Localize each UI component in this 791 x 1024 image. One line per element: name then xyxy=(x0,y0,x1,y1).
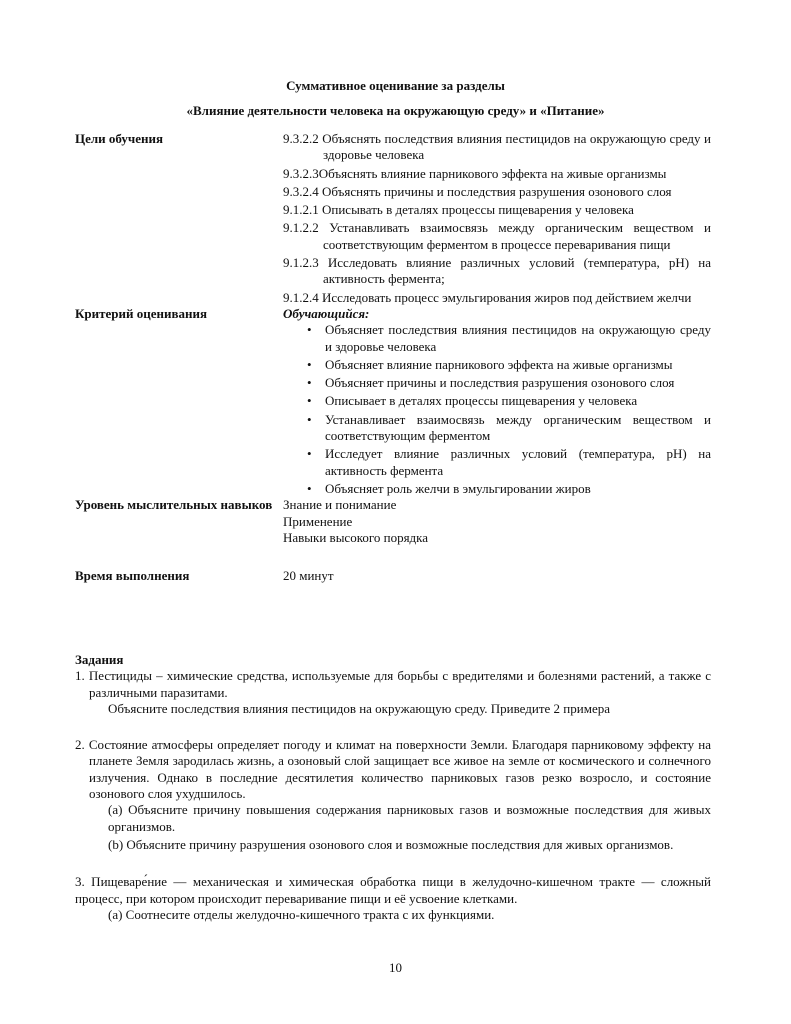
criteria-list xyxy=(283,322,711,497)
skill-item: Навыки высокого порядка xyxy=(283,529,429,545)
tasks-title: Задания xyxy=(75,652,124,667)
goal-item: 9.1.2.3 Исследовать влияние различных условий (температура, pH) на активность фермента; xyxy=(283,255,711,287)
goal-item: 9.3.2.3Объяснять влияние парникового эффекта на живые организмы xyxy=(283,165,667,181)
task-3-part-a: (a) Соотнесите отделы желудочно-кишечного тракта с их функциями. xyxy=(108,906,495,922)
goals-label: Цели обучения xyxy=(75,131,164,146)
goals-row xyxy=(75,131,711,306)
task-1-question: Объясните последствия влияния пестицидов на окружающую среду. Приведите 2 примера xyxy=(108,700,610,716)
criteria-label: Критерий оценивания xyxy=(75,305,208,321)
tasks-section xyxy=(75,652,711,923)
criteria-item: • Объясняет последствия влияния пестицидов на окружающую среду и здоровье человека xyxy=(283,322,711,355)
criteria-item: • Устанавливает взаимосвязь между органическим веществом и соответствующим ферментом xyxy=(283,412,711,445)
task-2-part-b: (b) Объясните причину разрушения озонового слоя и возможные последствия для живых организмов. xyxy=(108,836,674,852)
document-subtitle: «Влияние деятельности человека на окружающую среду» и «Питание» xyxy=(186,103,605,118)
skill-item: Применение xyxy=(283,513,353,529)
task-2-part-a: (a) Объясните причину повышения содержания парниковых газов и возможные последствия для живых организмов. xyxy=(108,802,711,834)
task-2-text: 2. Состояние атмосферы определяет погоду и климат на поверхности Земли. Благодаря парниковому эффекту на планете Земля зародилась жизнь, а озоновый слой защищает все живое на земле от космического и солнечного излучения. Однако в последние десятилетия количество парниковых газов резко возросло, и состояние озонового слоя ухудшилось. xyxy=(75,737,711,802)
time-row xyxy=(75,568,711,584)
document-title: Суммативное оценивание за разделы xyxy=(286,78,505,93)
goals-list xyxy=(283,131,711,306)
skills-row xyxy=(75,497,711,546)
assessment-info-table xyxy=(75,131,711,584)
skill-item: Знание и понимание xyxy=(283,497,397,513)
goal-item: 9.1.2.4 Исследовать процесс эмульгирования жиров под действием желчи xyxy=(283,289,692,305)
criteria-item: • Объясняет причины и последствия разрушения озонового слоя xyxy=(283,375,711,391)
task-1-text: 1. Пестициды – химические средства, используемые для борьбы с вредителями и болезнями растений, а также с различными паразитами. xyxy=(75,668,711,700)
criteria-item: • Объясняет роль желчи в эмульгировании жиров xyxy=(283,481,711,497)
criteria-item: • Описывает в деталях процессы пищеварения у человека xyxy=(283,393,711,409)
criteria-item: • Исследует влияние различных условий (температура, pH) на активность фермента xyxy=(283,446,711,479)
goal-item: 9.1.2.1 Описывать в деталях процессы пищеварения у человека xyxy=(283,202,634,218)
time-label: Время выполнения xyxy=(75,568,190,584)
criteria-item: • Объясняет влияние парникового эффекта на живые организмы xyxy=(283,357,711,373)
goal-item: 9.3.2.4 Объяснять причины и последствия разрушения озонового слоя xyxy=(283,183,672,199)
goal-item: 9.1.2.2 Устанавливать взаимосвязь между органическим веществом и соответствующим ферментом в процессе переваривания пищи xyxy=(283,220,711,252)
skills-list xyxy=(283,497,711,546)
time-value: 20 минут xyxy=(283,568,334,584)
task-3-text: 3. Пищеваре́ние — механическая и химическая обработка пищи в желудочно-кишечном тракте — сложный процесс, при котором происходит переваривание пищи и её усвоение клетками. xyxy=(75,874,711,906)
goal-item: 9.3.2.2 Объяснять последствия влияния пестицидов на окружающую среду и здоровье человека xyxy=(283,131,711,163)
criteria-block xyxy=(283,306,711,497)
criteria-heading: Обучающийся: xyxy=(283,305,370,321)
skills-label: Уровень мыслительных навыков xyxy=(75,497,273,513)
criteria-row xyxy=(75,306,711,497)
page-number: 10 xyxy=(389,960,402,975)
